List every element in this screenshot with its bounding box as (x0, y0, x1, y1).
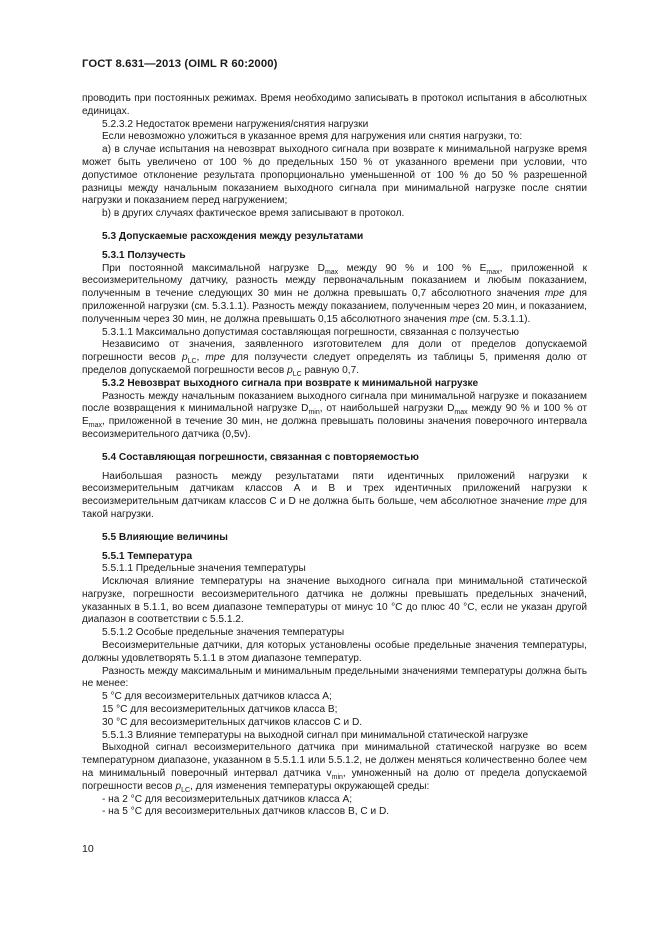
list-item: - на 2 °С для весоизмерительных датчиков класса А; (102, 793, 353, 805)
paragraph: Весоизмерительные датчики, для которых установлены особые предельные значения температуры, должны удовлетворять 5.1.1 в этом диапазоне температур. (82, 640, 587, 664)
subsection-heading: 5.5.1.3 Влияние температуры на выходной сигнал при минимальной статической нагрузке (102, 729, 529, 741)
section-heading: 5.4 Составляющая погрешности, связанная с повторяемостью (102, 451, 419, 463)
section-heading: 5.3 Допускаемые расхождения между результатами (102, 230, 364, 242)
paragraph: проводить при постоянных режимах. Время необходимо записывать в протокол испытания в абсолютных единицах. (82, 93, 587, 117)
subsection-heading: 5.5.1.2 Особые предельные значения температуры (102, 627, 345, 639)
list-item: - на 5 °С для весоизмерительных датчиков классов В, С и D. (102, 806, 390, 818)
paragraph: Разность между максимальным и минимальным предельными значениями температуры должна быть не менее: (82, 665, 587, 690)
list-item: 5 °С для весоизмерительных датчиков класса А; (102, 691, 332, 703)
paragraph: Наибольшая разность между результатами пяти идентичных приложений нагрузки к весоизмерительным датчикам классов А и В и трех идентичных приложений нагрузки к весоизмерительным датчикам классов С и D не должна быть больше, чем абсолютное значение mpe для такой нагрузки. (82, 470, 587, 520)
list-item: 15 °С для весоизмерительных датчиков класса В; (102, 704, 338, 716)
list-item: b) в других случаях фактическое время записывают в протокол. (102, 208, 405, 220)
subsection-heading: 5.2.3.2 Недостаток времени нагружения/снятия нагрузки (102, 118, 369, 130)
paragraph: Разность между начальным показанием выходного сигнала при минимальной нагрузке и показанием после возвращения к минимальной нагрузке $D_{min}$, от наибольшей нагрузки $D_{max}$ между 90 % и 100 % от $E_{max}$, приложенной в течение 30 мин, не должна превышать половины значения поверочного интервала весоизмерительного датчика (0,5v). (82, 390, 588, 440)
section-heading: 5.5 Влияющие величины (102, 531, 228, 543)
subsection-heading: 5.3.1.1 Максимально допустимая составляющая погрешности, связанная с ползучестью (102, 326, 519, 338)
paragraph: Независимо от значения, заявленного изготовителем для доли от пределов допускаемой погрешности весов $p_{LC}$, mpe для ползучести следует определять из таблицы 5, применяя долю от пределов допускаемой погрешности весов $p_{LC}$ равную 0,7. (82, 339, 587, 378)
subsection-heading: 5.5.1 Температура (102, 550, 193, 562)
paragraph: Выходной сигнал весоизмерительного датчика при минимальной статической нагрузке во всем температурном диапазоне, указанном в 5.5.1.1 или 5.5.1.2, не должен меняться количественно более чем на минимальный поверочный интервал датчика $v_{min}$, умноженный на долю от предела допускаемой погрешности весов $p_{LC}$, для изменения температуры окружающей среды: (82, 742, 587, 794)
page-number: 10 (82, 843, 94, 855)
document-body (82, 93, 587, 819)
list-item: а) в случае испытания на невозврат выходного сигнала при возврате к минимальной нагрузке время может быть увеличено от 100 % до предельных 150 % от указанного времени при условии, что допустимое отклонение результата пропорционально уменьшенной от 100 % до 50 % разрешенной разницы между начальным показанием выходного сигнала при минимальной нагрузке после снятии нагрузки и показанием перед нагружением; (82, 144, 587, 207)
paragraph: При постоянной максимальной нагрузке $D_{max}$ между 90 % и 100 % $E_{max}$, приложенной к весоизмерительному датчику, разность между первоначальным показанием и любым показанием, полученным в течение следующих 30 мин не должна превышать 0,7 абсолютного значения mpe для приложенной нагрузки (см. 5.3.1.1). Разность между показанием, полученным через 20 мин, и показанием, полученным через 30 мин, не должна превышать 0,15 абсолютного значения mpe (см. 5.3.1.1). (82, 262, 588, 325)
paragraph: Исключая влияние температуры на значение выходного сигнала при минимальной статической нагрузке, погрешности весоизмерительного датчика не должны превышать предельных значений, указанных в 5.1.1, во всем диапазоне температуры от минус 10 °С до плюс 40 °С, если не указан другой диапазон в соответствии с 5.5.1.2. (82, 576, 587, 626)
subsection-heading: 5.3.2 Невозврат выходного сигнала при возврате к минимальной нагрузке (102, 377, 479, 389)
paragraph: Если невозможно уложиться в указанное время для нагружения или снятия нагрузки, то: (102, 131, 523, 143)
document-header: ГОСТ 8.631—2013 (OIML R 60:2000) (82, 58, 278, 70)
list-item: 30 °С для весоизмерительных датчиков классов С и D. (102, 716, 363, 728)
subsection-heading: 5.5.1.1 Предельные значения температуры (102, 563, 306, 575)
subsection-heading: 5.3.1 Ползучесть (102, 249, 186, 261)
